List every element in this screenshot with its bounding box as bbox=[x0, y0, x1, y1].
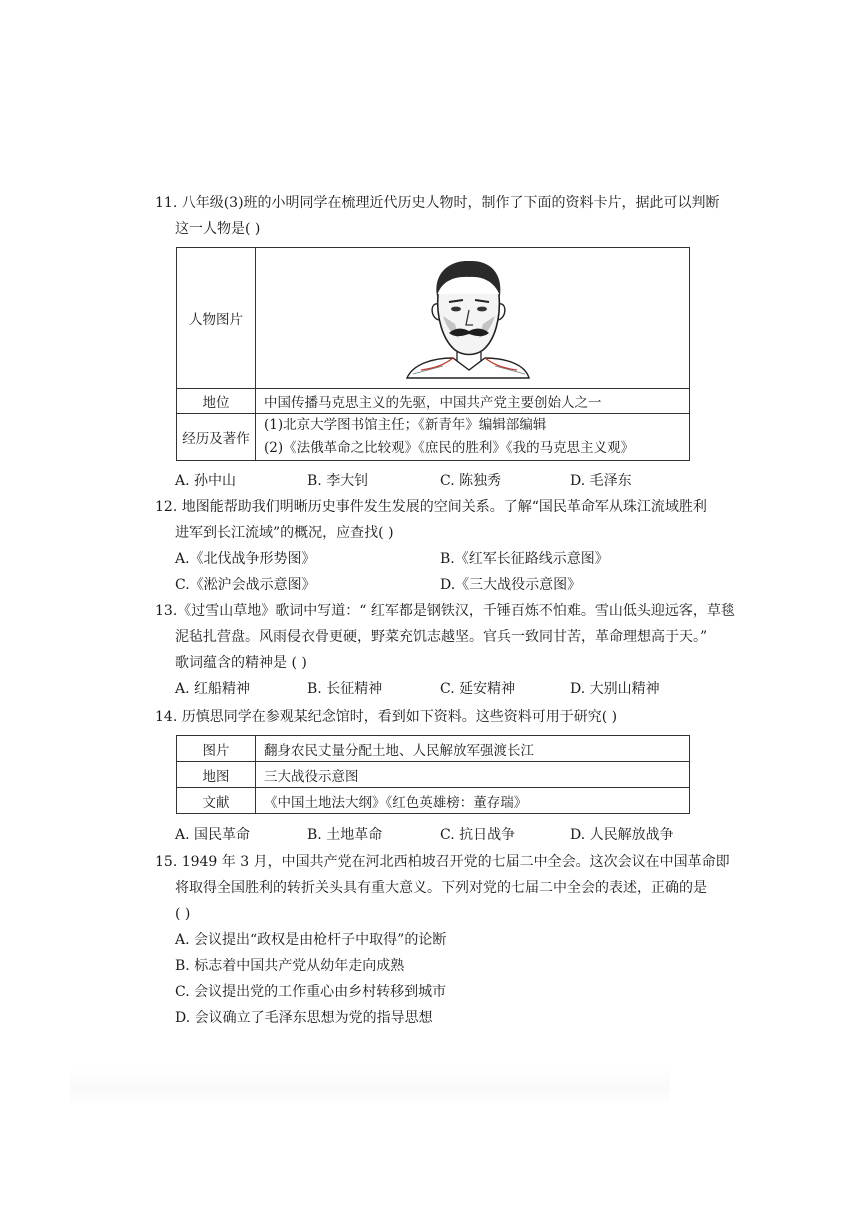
card-value-experience-line2: (2)《法俄革命之比较观》《庶民的胜利》《我的马克思主义观》 bbox=[264, 440, 635, 456]
material-label-documents: 文献 bbox=[177, 788, 256, 814]
question-15-stem-line3: ( ) bbox=[175, 906, 191, 922]
q11-option-d[interactable]: D. 毛泽东 bbox=[570, 473, 632, 489]
portrait-image bbox=[403, 258, 533, 380]
question-15-stem-line1: 15. 1949 年 3 月，中国共产党在河北西柏坡召开党的七届二中全会。这次会议在中国革命即 bbox=[155, 854, 730, 870]
question-13-stem-line3: 歌词蕴含的精神是 ( ) bbox=[175, 655, 307, 671]
q15-option-c[interactable]: C. 会议提出党的工作重心由乡村转移到城市 bbox=[175, 984, 447, 1000]
card-value-experience bbox=[256, 414, 690, 461]
question-15 bbox=[155, 849, 730, 1031]
question-11 bbox=[155, 190, 720, 242]
q15-option-b[interactable]: B. 标志着中国共产党从幼年走向成熟 bbox=[175, 958, 405, 974]
question-14 bbox=[155, 704, 700, 730]
material-value-pictures: 翻身农民丈量分配土地、人民解放军强渡长江 bbox=[256, 736, 690, 762]
q12-option-c[interactable]: C.《淞沪会战示意图》 bbox=[175, 577, 316, 593]
q12-option-a[interactable]: A.《北伐战争形势图》 bbox=[175, 551, 316, 567]
q11-option-a[interactable]: A. 孙中山 bbox=[175, 473, 237, 489]
portrait-cell bbox=[256, 248, 690, 389]
question-13 bbox=[155, 598, 735, 702]
card-value-status: 中国传播马克思主义的先驱，中国共产党主要创始人之一 bbox=[256, 389, 690, 414]
q11-option-b[interactable]: B. 李大钊 bbox=[307, 473, 369, 489]
q15-option-a[interactable]: A. 会议提出“政权是由枪杆子中取得”的论断 bbox=[175, 932, 447, 948]
q14-option-d[interactable]: D. 人民解放战争 bbox=[570, 827, 674, 843]
card-label-status: 地位 bbox=[177, 389, 256, 414]
question-14-stem-line1: 14. 历慎思同学在参观某纪念馆时，看到如下资料。这些资料可用于研究( ) bbox=[155, 709, 618, 725]
question-12-stem-line1: 12. 地图能帮助我们明晰历史事件发生发展的空间关系。了解“国民革命军从珠江流域胜利 bbox=[155, 499, 707, 515]
q13-option-a[interactable]: A. 红船精神 bbox=[175, 681, 251, 697]
q13-option-d[interactable]: D. 大别山精神 bbox=[570, 681, 660, 697]
question-14-material-table bbox=[176, 735, 690, 814]
q14-option-c[interactable]: C. 抗日战争 bbox=[440, 827, 516, 843]
q14-option-a[interactable]: A. 国民革命 bbox=[175, 827, 251, 843]
question-15-stem-line2: 将取得全国胜利的转折关头具有重大意义。下列对党的七届二中全会的表述，正确的是 bbox=[175, 880, 707, 896]
question-11-options bbox=[155, 468, 700, 494]
q12-option-d[interactable]: D.《三大战役示意图》 bbox=[440, 577, 582, 593]
material-value-map: 三大战役示意图 bbox=[256, 762, 690, 788]
card-label-experience: 经历及著作 bbox=[177, 414, 256, 461]
q13-option-c[interactable]: C. 延安精神 bbox=[440, 681, 516, 697]
q12-option-b[interactable]: B.《红军长征路线示意图》 bbox=[440, 551, 609, 567]
card-label-portrait: 人物图片 bbox=[177, 248, 256, 389]
material-value-documents: 《中国土地法大纲》《红色英雄榜：董存瑞》 bbox=[256, 788, 690, 814]
question-12 bbox=[155, 494, 707, 598]
q14-option-b[interactable]: B. 土地革命 bbox=[307, 827, 383, 843]
question-13-stem-line2: 泥毡扎营盘。风雨侵衣骨更硬，野菜充饥志越坚。官兵一致同甘苦，革命理想高于天。” bbox=[175, 629, 708, 645]
q13-option-b[interactable]: B. 长征精神 bbox=[307, 681, 383, 697]
q15-option-d[interactable]: D. 会议确立了毛泽东思想为党的指导思想 bbox=[175, 1010, 433, 1026]
question-11-stem-line1: 11. 八年级(3)班的小明同学在梳理近代历史人物时，制作了下面的资料卡片，据此可以判断 bbox=[155, 195, 720, 211]
scan-shading bbox=[70, 1067, 670, 1107]
material-label-pictures: 图片 bbox=[177, 736, 256, 762]
question-11-info-card bbox=[176, 247, 690, 461]
material-label-map: 地图 bbox=[177, 762, 256, 788]
card-value-experience-line1: (1)北京大学图书馆主任；《新青年》编辑部编辑 bbox=[264, 417, 547, 433]
question-12-stem-line2: 进军到长江流域”的概况，应查找( ) bbox=[175, 525, 394, 541]
question-13-stem-line1: 13.《过雪山草地》歌词中写道：“ 红军都是钢铁汉，千锤百炼不怕难。雪山低头迎远客，草毯 bbox=[155, 603, 735, 619]
q11-option-c[interactable]: C. 陈独秀 bbox=[440, 473, 502, 489]
question-14-options bbox=[155, 822, 700, 848]
question-11-stem-line2: 这一人物是( ) bbox=[175, 221, 261, 237]
